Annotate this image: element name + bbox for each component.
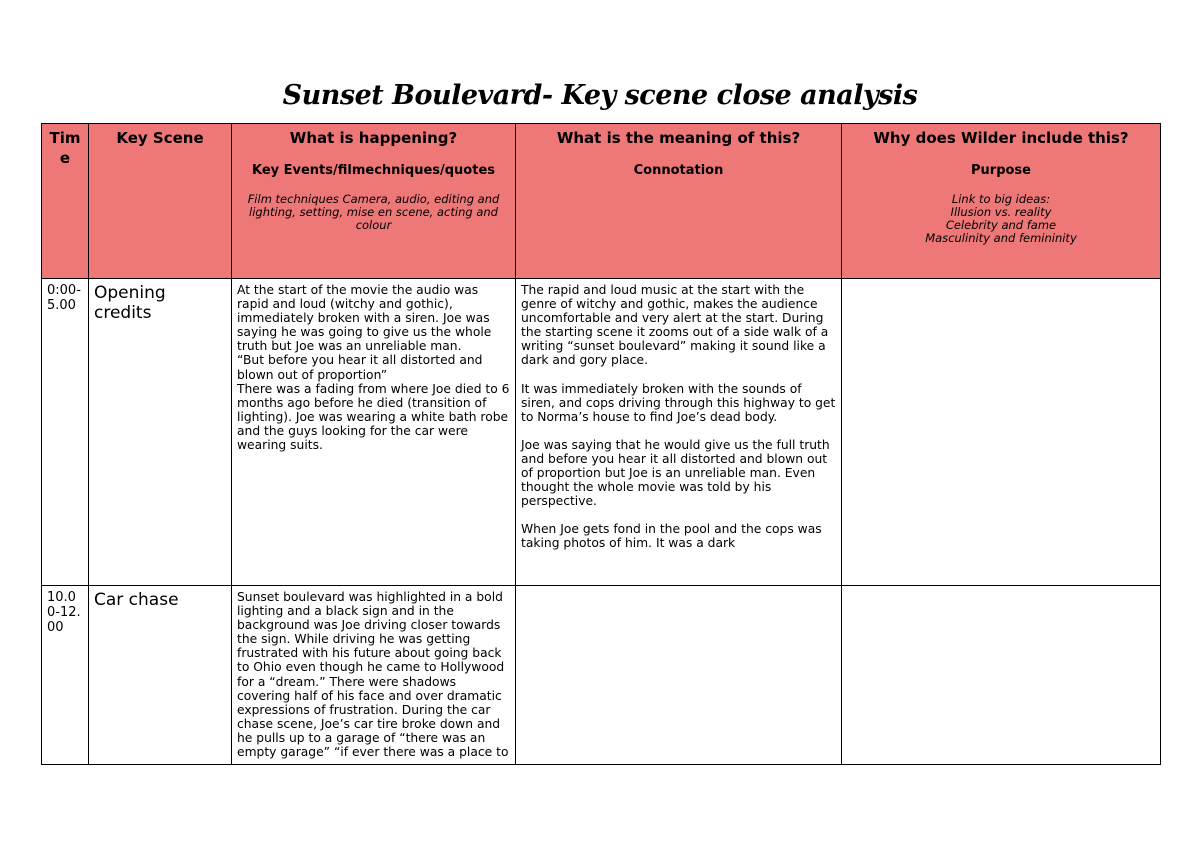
meaning-cell: [516, 279, 842, 586]
purpose-cell: [842, 586, 1161, 765]
meaning-cell: [516, 586, 842, 765]
time-cell: 10.00-12.00: [42, 586, 89, 765]
scene-cell: Opening credits: [89, 279, 232, 586]
header-happening: [232, 124, 516, 279]
meaning-paragraph: The rapid and loud music at the start with the genre of witchy and gothic, makes the audience uncomfortable and very alert at the start. During the starting scene it zooms out of a side walk of a writing “sunset boulevard” making it sound like a dark and gory place.: [521, 283, 829, 368]
document-title: Sunset Boulevard- Key scene close analysis: [282, 80, 918, 111]
header-why: [842, 124, 1161, 279]
header-why-note-line: Illusion vs. reality: [950, 205, 1052, 219]
header-happening-title: What is happening?: [289, 129, 458, 147]
header-time: [42, 124, 89, 279]
table-row: [42, 586, 1161, 765]
header-happening-note: Film techniques Camera, audio, editing and lighting, setting, mise en scene, acting and colour: [247, 192, 500, 232]
happening-cell: Sunset boulevard was highlighted in a bold lighting and a black sign and in the background was Joe driving closer towards the sign. While driving he was getting frustrated with his future about going back to Ohio even though he came to Hollywood for a “dream.” There were shadows covering half of his face and over dramatic expressions of frustration. During the car chase scene, Joe’s car tire broke down and he pulls up to a garage of “there was an empty garage” “if ever there was a place to: [232, 586, 516, 765]
header-meaning: [516, 124, 842, 279]
header-time-label: Time: [49, 129, 81, 167]
header-why-notes: [847, 193, 1155, 245]
header-why-note-line: Link to big ideas:: [951, 192, 1051, 206]
header-row: [42, 124, 1161, 279]
analysis-table: [41, 123, 1161, 765]
scene-cell: Car chase: [89, 586, 232, 765]
header-key-scene: [89, 124, 232, 279]
header-why-sub: Purpose: [971, 163, 1031, 178]
header-happening-sub: Key Events/filmechniques/quotes: [251, 163, 496, 178]
header-why-note-line: Masculinity and femininity: [925, 231, 1077, 245]
purpose-cell: [842, 279, 1161, 586]
meaning-paragraph: Joe was saying that he would give us the full truth and before you hear it all distorted and blown out of proportion but Joe is an unreliable man. Even thought the whole movie was told by his perspective.: [521, 437, 830, 509]
happening-text: There was a fading from where Joe died to 6 months ago before he died (transition of lighting). Joe was wearing a white bath robe and the guys looking for the car were wearing suits.: [237, 381, 510, 453]
happening-cell: [232, 279, 516, 586]
happening-text: At the start of the movie the audio was rapid and loud (witchy and gothic), immediately broken with a siren. Joe was saying he was going to give us the whole truth but Joe was an unreliable man.: [237, 283, 492, 354]
header-meaning-sub: Connotation: [633, 163, 724, 178]
header-key-scene-label: Key Scene: [116, 129, 204, 147]
happening-quote: “But before you hear it all distorted and blown out of proportion”: [237, 353, 483, 382]
time-cell: 0:00-5.00: [42, 279, 89, 586]
meaning-paragraph: When Joe gets fond in the pool and the cops was taking photos of him. It was a dark: [521, 522, 822, 551]
table-row: [42, 279, 1161, 586]
meaning-paragraph: It was immediately broken with the sounds of siren, and cops driving through this highway to get to Norma’s house to find Joe’s dead body.: [521, 381, 836, 424]
header-meaning-title: What is the meaning of this?: [556, 129, 801, 147]
header-why-title: Why does Wilder include this?: [873, 129, 1129, 147]
header-why-note-line: Celebrity and fame: [945, 218, 1057, 232]
